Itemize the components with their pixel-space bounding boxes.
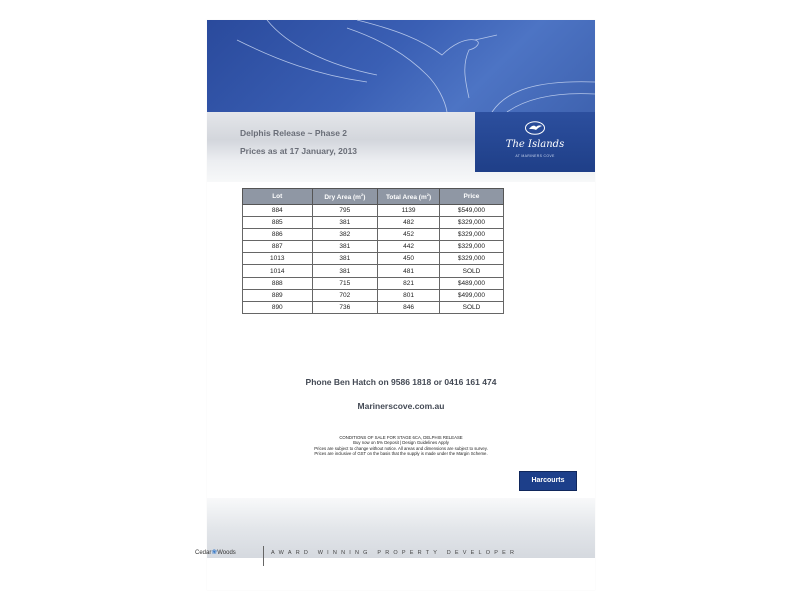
conditions-line: Prices are subject to change without notice. All areas and dimensions are subject to survey. [314, 445, 488, 451]
table-row: 889 702 801 $499,000 [243, 289, 504, 301]
footer-divider [263, 546, 264, 566]
table-row: 1013 381 450 $329,000 [243, 253, 504, 265]
website-link[interactable]: Marinerscove.com.au [357, 401, 445, 411]
seabird-icon [525, 121, 545, 135]
release-title: Delphis Release ~ Phase 2 [240, 128, 348, 138]
leaf-icon: ❀ [211, 549, 218, 556]
contact-phone: Phone Ben Hatch on 9586 1818 or 0416 161 474 [305, 377, 497, 387]
brochure-page [195, 20, 595, 590]
table-row: 884 795 1139 $549,000 [243, 205, 504, 217]
table-row: 888 715 821 $489,000 [243, 277, 504, 289]
col-lot: Lot [243, 189, 313, 205]
header-banner [207, 20, 595, 112]
footer-tagline: AWARD WINNING PROPERTY DEVELOPER [271, 550, 519, 556]
table-row: 887 381 442 $329,000 [243, 241, 504, 253]
table-row: 885 381 482 $329,000 [243, 217, 504, 229]
heron-illustration [207, 20, 595, 112]
col-price: Price [439, 189, 503, 205]
prices-date: Prices as at 17 January, 2013 [240, 146, 358, 156]
harcourts-logo: Harcourts [519, 471, 577, 491]
lot-price-table [242, 188, 504, 314]
col-total-area: Total Area $(m^2)$ [378, 189, 440, 205]
cedar-woods-logo: Cedar❀Woods [195, 549, 236, 556]
conditions-title: CONDITIONS OF SALE FOR STAGE 6CA, DELPHIS RELEASE [339, 435, 463, 440]
table-row: 1014 381 481 SOLD [243, 265, 504, 277]
conditions-of-sale [207, 435, 595, 456]
table-row: 886 382 452 $329,000 [243, 229, 504, 241]
conditions-line: Buy now on 5% Deposit | Design Guidelines Apply [353, 440, 449, 446]
the-islands-logo [475, 112, 595, 172]
conditions-line: Prices are inclusive of GST on the basis that the supply is made under the Margin Scheme. [314, 450, 488, 456]
col-dry-area: Dry Area $(m^2)$ [312, 189, 378, 205]
water-band [207, 498, 595, 558]
logo-subtitle: AT MARINERS COVE [515, 154, 555, 158]
table-row: 890 736 846 SOLD [243, 301, 504, 313]
logo-name: The Islands [505, 139, 565, 150]
table-header-row [243, 189, 504, 205]
